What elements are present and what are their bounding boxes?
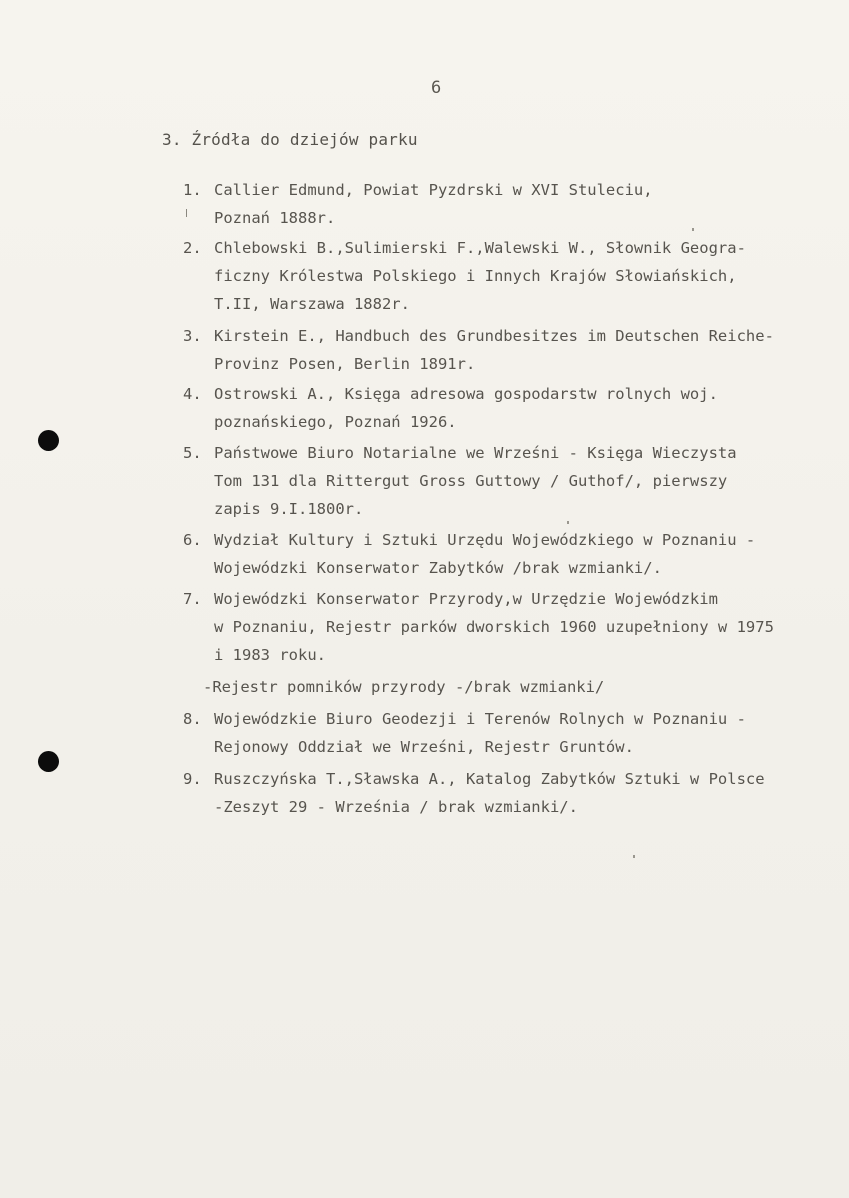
paper-mark (567, 521, 569, 524)
entry-number: 6. (183, 531, 202, 549)
entry-number: 5. (183, 444, 202, 462)
entry-number: 1. (183, 181, 202, 199)
page-number: 6 (431, 78, 442, 98)
paper-mark (186, 209, 187, 217)
entry-line: -Zeszyt 29 - Września / brak wzmianki/. (214, 798, 578, 816)
entry-number: 9. (183, 770, 202, 788)
entry-line: Wydział Kultury i Sztuki Urzędu Wojewódzkiego w Poznaniu - (214, 531, 756, 549)
paper-mark (633, 855, 635, 858)
entry-line: Ostrowski A., Księga adresowa gospodarstw rolnych woj. (214, 385, 718, 403)
source-entry-9 (183, 765, 765, 821)
source-entry-7 (183, 585, 774, 669)
source-entry-2 (183, 234, 746, 318)
entry-line: Tom 131 dla Rittergut Gross Guttowy / Guthof/, pierwszy (214, 472, 728, 490)
entry-line: Państwowe Biuro Notarialne we Wrześni - Księga Wieczysta (214, 444, 737, 462)
entry-line: Poznań 1888r. (214, 209, 336, 227)
entry-line: zapis 9.I.1800r. (214, 500, 364, 518)
entry-line: Provinz Posen, Berlin 1891r. (214, 355, 476, 373)
entry-line: Wojewódzki Konserwator Zabytków /brak wzmianki/. (214, 559, 662, 577)
entry-7-subitem: -Rejestr pomników przyrody -/brak wzmianki/ (203, 678, 605, 696)
source-entry-3 (183, 322, 774, 378)
entry-line: Chlebowski B.,Sulimierski F.,Walewski W., Słownik Geogra- (214, 239, 746, 257)
entry-line: w Poznaniu, Rejestr parków dworskich 1960 uzupełniony w 1975 (214, 618, 774, 636)
entry-line: Wojewódzki Konserwator Przyrody,w Urzędzie Wojewódzkim (214, 590, 718, 608)
entry-line: Rejonowy Oddział we Wrześni, Rejestr Gruntów. (214, 738, 634, 756)
entry-number: 7. (183, 590, 202, 608)
source-entry-4 (183, 380, 718, 436)
entry-line: Callier Edmund, Powiat Pyzdrski w XVI Stuleciu, (214, 181, 653, 199)
source-entry-1 (183, 176, 653, 232)
entry-line: Ruszczyńska T.,Sławska A., Katalog Zabytków Sztuki w Polsce (214, 770, 765, 788)
entry-number: 3. (183, 327, 202, 345)
paper-mark (692, 228, 694, 231)
entry-line: Wojewódzkie Biuro Geodezji i Terenów Rolnych w Poznaniu - (214, 710, 746, 728)
entry-line: poznańskiego, Poznań 1926. (214, 413, 457, 431)
source-entry-5 (183, 439, 737, 523)
section-heading: 3. Źródła do dziejów parku (162, 130, 418, 149)
entry-line: ficzny Królestwa Polskiego i Innych Krajów Słowiańskich, (214, 267, 737, 285)
entry-line: T.II, Warszawa 1882r. (214, 295, 410, 313)
entry-line: Kirstein E., Handbuch des Grundbesitzes im Deutschen Reiche- (214, 327, 774, 345)
entry-line: i 1983 roku. (214, 646, 326, 664)
source-entry-6 (183, 526, 755, 582)
punch-hole (38, 751, 59, 772)
entry-number: 8. (183, 710, 202, 728)
source-entry-8 (183, 705, 746, 761)
entry-number: 2. (183, 239, 202, 257)
entry-number: 4. (183, 385, 202, 403)
punch-hole (38, 430, 59, 451)
